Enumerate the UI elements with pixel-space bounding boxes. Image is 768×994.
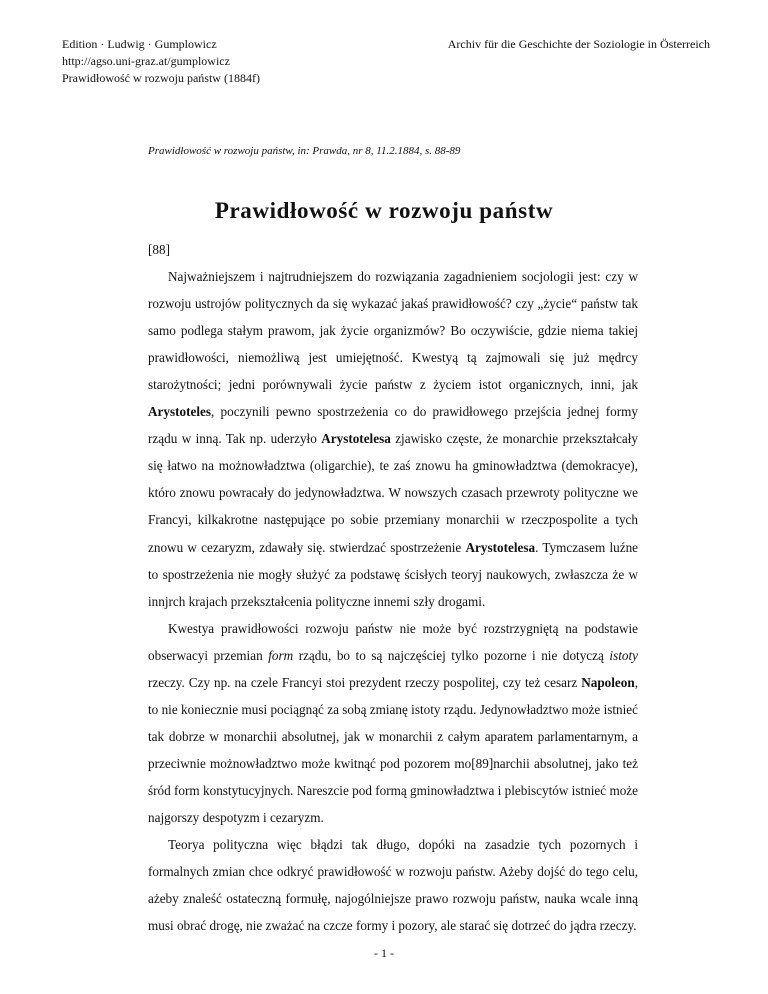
text-run: rzeczy. Czy np. na czele Francyi stoi prezydent rzeczy pospolitej, czy też cesarz [148,674,582,690]
text-run: Teorya polityczna więc błądzi tak długo, dopóki na zasadzie tych pozornych i formalnych zmian chce odkryć prawidłowość w rozwoju państw. Ażeby dojść do tego celu, ażeby znaleść ostateczną formułę, najogólniejsze prawo rozwoju państw, nauka wcale inną musi obrać drogę, nie zważać na czcze formy i pozory, ale starać się dotrzeć do jądra rzeczy. [148,837,638,934]
header-left [62,36,362,87]
page-marker: [88] [148,242,170,257]
header-edition: Edition · Ludwig · Gumplowicz [62,37,217,51]
text-run: Kwestya prawidłowości rozwoju państw nie może być rozstrzygniętą na podstawie obserwacyi przemian [148,620,638,663]
text-run: , poczynili pewno spostrzeżenia co do prawidłowego przejścia jednej formy rządu w inną. Tak np. uderzyło [148,404,638,447]
text-run: zjawisko częste, że monarchie przekształcały się łatwo na możnowładztwa (oligarchie), te zaś znowu ha gminowładztwa (demokracye), któro znowu powracały do jedynowładztwa. W nowszych czasach przewroty polityczne we Francyi, kilkakrotne następujące po sobie przemiany monarchii w rzeczpospolite a tych znowu w cezaryzm, zdawały się. stwierdzać spostrzeżenie [148,431,638,555]
paragraph [148,831,638,939]
paragraph [148,263,638,615]
bold-name: Arystoteles [148,404,211,420]
text-run: rządu, bo to są najczęściej tylko pozorne i nie dotyczą [293,647,610,663]
header-archive: Archiv für die Geschichte der Soziologie in Österreich [447,37,710,51]
emphasis: istoty [609,647,638,663]
text-run: . Tymczasem luźne to spostrzeżenia nie mogły służyć za podstawę ścisłych teoryj naukowych, zwłaszcza że w innjrch krajach przekształcenia polityczne innemi szły drogami. [148,539,639,609]
text-run: Najważniejszem i najtrudniejszem do rozwiązania zagadnieniem socjologii jest: czy w rozwoju ustrojów politycznych da się wykazać jakaś prawidłowość? czy „życie“ państw tak samo podlega stałym prawom, jak życie organizmów? Bo oczywiście, gdzie niema takiej prawidłowości, niemożliwą jest umiejętność. Kwestyą tą zajmowali się już mędrcy starożytności; jedni porównywali życie państw z życiem istot organicznych, inni, jak [148,269,638,393]
bold-name: Arystotelesa [465,539,536,555]
citation: Prawidłowość w rozwoju państw, in: Prawda, nr 8, 11.2.1884, s. 88-89 [148,145,461,157]
text-run: , to nie koniecznie musi pociągnąć za sobą zmianę istoty rządu. Jedynowładztwo może istnieć tak dobrze w monarchii absolutnej, jak w monarchii z całym aparatem parlamentarnym, a przeciwnie możnowładztwo może kwitnąć pod pozorem mo[89]narchii absolutnej, jako też śród form konstytucyjnych. Nareszcie pod formą gminowładztwa i plebiscytów istnieć może najgorszy despotyzm i cezaryzm. [148,674,638,825]
document-title: Prawidłowość w rozwoju państw [214,198,554,223]
header-work-title: Prawidłowość w rozwoju państw (1884f) [62,71,260,85]
bold-name: Arystotelesa [321,431,391,447]
emphasis: form [268,647,294,663]
header-url: http://agso.uni-graz.at/gumplowicz [62,54,230,68]
paragraph [148,615,638,831]
body-text [148,236,638,939]
page-number: - 1 - [374,946,394,960]
bold-name: Napoleon [581,674,635,690]
